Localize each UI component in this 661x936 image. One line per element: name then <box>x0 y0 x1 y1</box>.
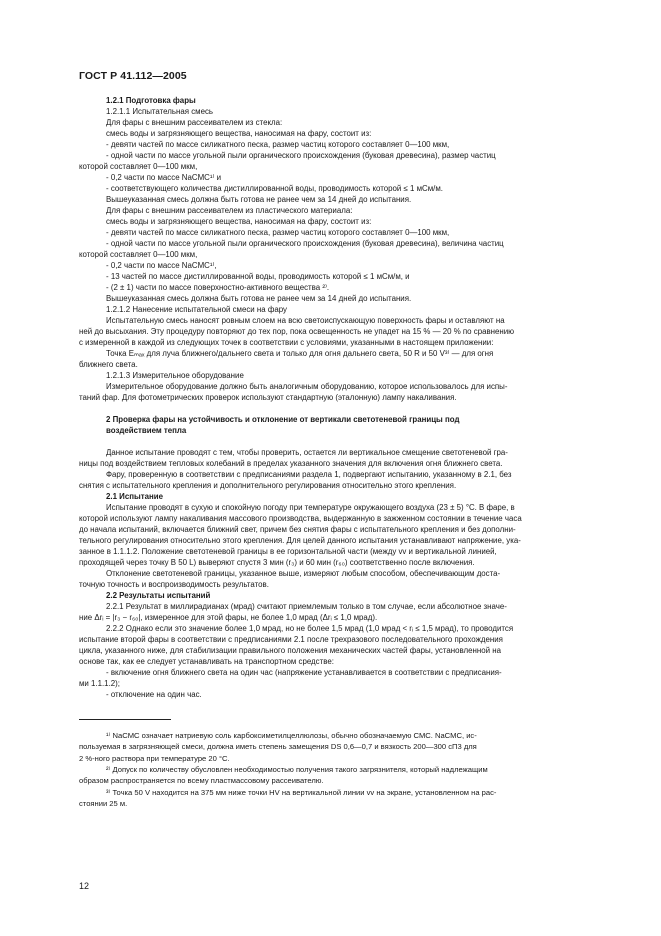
text-line: - одной части по массе угольной пыли органического происхождения (буковая древесина), величина частиц <box>106 239 504 248</box>
text-line: Вышеуказанная смесь должна быть готова не ранее чем за 14 дней до испытания. <box>106 294 412 303</box>
text-line: 1.2.1.3 Измерительное оборудование <box>106 371 244 380</box>
text-line: Для фары с внешним рассеивателем из пластического материала: <box>106 206 353 215</box>
text-line: 2.2.2 Однако если это значение более 1,0 мрад, но не более 1,5 мрад (1,0 мрад < rᵢ ≤ 1,5 мрад), то проводится <box>106 624 514 633</box>
text-line: Точка Eₘₐₓ для луча ближнего/дальнего света и только для огня дальнего света, 50 R и 50 V³⁾ — для огня <box>106 349 494 358</box>
text-line: Данное испытание проводят с тем, чтобы проверить, остается ли вертикальное смещение светотеневой гра- <box>106 448 508 457</box>
text-line: которой составляет 0—100 мкм, <box>79 162 198 171</box>
text-line: Фару, проверенную в соответствии с предписаниями раздела 1, подвергают испытанию, указанному в 2.1, без <box>106 470 512 479</box>
text-line: Отклонение светотеневой границы, указанное выше, измеряют любым способом, обеспечивающим доста- <box>106 569 501 578</box>
document-header: ГОСТ Р 41.112—2005 <box>79 70 187 82</box>
footnote-line: 2 %-ного раствора при температуре 20 °C. <box>79 753 230 763</box>
text-line: 2.2.1 Результат в миллирадианах (мрад) считают приемлемым только в том случае, если абсолютное значе- <box>106 602 507 611</box>
text-line: ми 1.1.1.2); <box>79 679 120 688</box>
text-line: - 0,2 части по массе NaCMC¹⁾, <box>106 261 217 270</box>
text-line: смесь воды и загрязняющего вещества, наносимая на фару, состоит из: <box>106 129 372 138</box>
page-number: 12 <box>79 881 90 891</box>
footnote-line: образом распространяется по всему пластмассовому рассеивателю. <box>79 776 324 786</box>
text-line: 1.2.1.1 Испытательная смесь <box>106 107 214 116</box>
text-line: 2.1 Испытание <box>106 492 163 501</box>
text-line: - одной части по массе угольной пыли органического происхождения (буковая древесина), размер частиц <box>106 151 496 160</box>
footnote-separator <box>79 719 171 720</box>
text-line: - (2 ± 1) части по массе поверхностно-активного вещества ²⁾. <box>106 283 330 292</box>
footnote-line: стоянии 25 м. <box>79 798 128 808</box>
text-line: Вышеуказанная смесь должна быть готова не ранее чем за 14 дней до испытания. <box>106 195 412 204</box>
footnote-line: пользуемая в загрязняющей смеси, должна иметь степень замещения DS 0,6—0,7 и вязкость 200—300 сП3 для <box>79 742 477 752</box>
text-line: 1.2.1 Подготовка фары <box>106 96 196 105</box>
text-line: ницы под воздействием тепловых колебаний в пределах указанного значения для включения огня ближнего света. <box>79 459 503 468</box>
text-line: тельного регулирования относительно этого крепления. Для целей данного испытания устанавливают напряжение, ука- <box>79 536 521 545</box>
text-line: - девяти частей по массе силикатного песка, размер частиц которого составляет 0—100 мкм, <box>106 140 450 149</box>
text-line: испытание второй фары в соответствии с предписаниями 2.1 после трехразового последовательного прохождения <box>79 635 503 644</box>
footnote-line: ¹⁾ NaCMC означает натриевую соль карбоксиметилцеллюлозы, обычно обозначаемую СМС. NaCMC, ис- <box>106 731 477 740</box>
text-line: - включение огня ближнего света на один час (напряжение устанавливается в соответствии с предписания- <box>106 668 502 677</box>
text-line: занное в 1.1.1.2. Положение светотеневой границы в ее горизонтальной части (между vv и вертикальной линией, <box>79 547 497 556</box>
text-line: - 0,2 части по массе NaCMC¹⁾ и <box>106 173 221 182</box>
text-line: 2.2 Результаты испытаний <box>106 591 211 600</box>
text-line: смесь воды и загрязняющего вещества, наносимая на фару, состоит из: <box>106 217 372 226</box>
text-line: воздействием тепла <box>106 426 187 435</box>
text-line: которой используют лампу накаливания массового производства, выдержанную в зажженном состоянии в течение часа <box>79 514 522 523</box>
text-line: ближнего света. <box>79 360 138 369</box>
text-line: - отключение на один час. <box>106 690 202 699</box>
text-line: точную точность и воспроизводимость результатов. <box>79 580 269 589</box>
text-line: Испытание проводят в сухую и спокойную погоду при температуре окружающего воздуха (23 ± 5) °C. В фаре, в <box>106 503 515 512</box>
text-line: - девяти частей по массе силикатного песка, размер частиц которого составляет 0—100 мкм, <box>106 228 450 237</box>
text-line: до начала испытаний, включается ближний свет, причем без снятия фары с испытательного крепления и без дополни- <box>79 525 516 534</box>
text-line: проходящей через точку B 50 L) выверяют спустя 3 мин (r₃) и 60 мин (r₆₀) соответственно после включения. <box>79 558 475 567</box>
text-line: ние Δrᵢ = |r₃ − r₆₀|, измеренное для этой фары, не более 1,0 мрад (Δrᵢ ≤ 1,0 мрад). <box>79 613 378 622</box>
footnote-line: ³⁾ Точка 50 V находится на 375 мм ниже точки HV на вертикальной линии vv на экране, установленном на рас- <box>106 787 497 797</box>
text-line: 1.2.1.2 Нанесение испытательной смеси на фару <box>106 305 287 314</box>
text-line: Измерительное оборудование должно быть аналогичным оборудованию, которое использовалось для испы- <box>106 382 508 391</box>
text-line: Для фары с внешним рассеивателем из стекла: <box>106 118 283 127</box>
text-line: Испытательную смесь наносят ровным слоем на всю светоиспускающую поверхность фары и оставляют на <box>106 316 505 325</box>
footnote-line: ²⁾ Допуск по количеству обусловлен необходимостью получения такого загрязнителя, который надлежащим <box>106 764 488 774</box>
text-line: таний фар. Для фотометрических проверок используют стандартную (эталонную) лампу накаливания. <box>79 393 457 402</box>
text-line: с измеренной в каждой из следующих точек в соответствии с условиями, указанными в настоящем приложении: <box>79 338 494 347</box>
text-line: снятия с испытательного крепления и дополнительного регулирования относительно этого крепления. <box>79 481 457 490</box>
text-line: основе так, как ее следует устанавливать на транспортном средстве: <box>79 657 334 666</box>
text-line: - соответствующего количества дистиллированной воды, проводимость которой ≤ 1 мСм/м. <box>106 184 443 193</box>
text-line: 2 Проверка фары на устойчивость и отклонение от вертикали светотеневой границы под <box>106 415 460 424</box>
text-line: ней до высыхания. Эту процедуру повторяют до тех пор, пока освещенность не упадет на 15 % — 20 % по сравнению <box>79 327 515 336</box>
text-line: которой составляет 0—100 мкм, <box>79 250 198 259</box>
text-line: - 13 частей по массе дистиллированной воды, проводимость которой ≤ 1 мСм/м, и <box>106 272 410 281</box>
text-line: цикла, указанного ниже, для стабилизации правильного положения механических частей фары, установленной на <box>79 646 501 655</box>
